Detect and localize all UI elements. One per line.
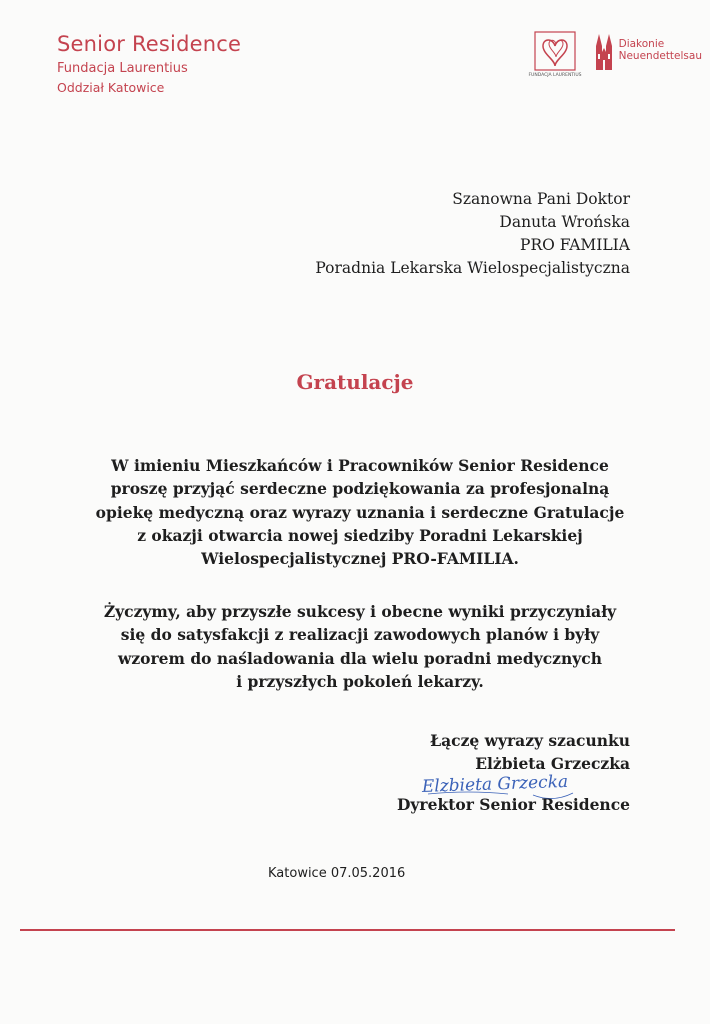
recipient-name: Danuta Wrońska — [499, 213, 630, 231]
paragraph-line: Życzymy, aby przyszłe sukcesy i obecne wyniki przyczyniały — [103, 602, 617, 621]
paragraph-line: Wielospecjalistycznej PRO-FAMILIA. — [201, 549, 519, 569]
signer-title: Dyrektor Senior Residence — [396, 795, 630, 814]
letter-heading: Gratulacje — [296, 370, 414, 394]
paragraph-line: wzorem do naśladowania dla wielu poradni medycznych — [118, 648, 602, 668]
signature-text: Elzbieta Grzecka — [421, 771, 569, 797]
laurentius-logo — [525, 30, 583, 78]
paragraph-2 — [30, 600, 690, 693]
paragraph-line: proszę przyjąć serdeczne podziękowania za profesjonalną — [110, 479, 610, 499]
diakonie-logo — [593, 30, 702, 70]
recipient-block — [315, 188, 630, 280]
organization-name: Senior Residence — [57, 32, 242, 56]
diakonie-line2: Neuendettelsau — [618, 50, 702, 62]
church-icon — [593, 30, 615, 70]
branch-name: Oddział Katowice — [57, 80, 165, 95]
closing-regards: Łączę wyrazy szacunku — [430, 731, 630, 750]
organization-header — [57, 32, 241, 95]
paragraph-line: się do satysfakcji z realizacji zawodowych planów i były — [120, 625, 600, 645]
recipient-company: PRO FAMILIA — [520, 236, 630, 254]
place-date: Katowice 07.05.2016 — [268, 866, 406, 881]
footer-rule — [20, 929, 675, 931]
recipient-description: Poradnia Lekarska Wielospecjalistyczna — [315, 259, 630, 277]
paragraph-line: W imieniu Mieszkańców i Pracowników Senior Residence — [111, 456, 609, 475]
paragraph-line: z okazji otwarcia nowej siedziby Poradni Lekarskiej — [137, 525, 583, 545]
signer-name: Elżbieta Grzeczka — [475, 753, 630, 773]
paragraph-line: opiekę medyczną oraz wyrazy uznania i serdeczne Gratulacje — [95, 502, 625, 522]
diakonie-line1: Diakonie — [618, 38, 665, 50]
laurentius-logo-text: FUNDACJA LAURENTIUS — [528, 73, 582, 78]
foundation-name: Fundacja Laurentius — [57, 61, 188, 76]
paragraph-line: i przyszłych pokoleń lekarzy. — [236, 671, 484, 691]
recipient-salutation: Szanowna Pani Doktor — [452, 190, 630, 208]
paragraph-1 — [30, 454, 690, 570]
logos — [525, 30, 702, 78]
